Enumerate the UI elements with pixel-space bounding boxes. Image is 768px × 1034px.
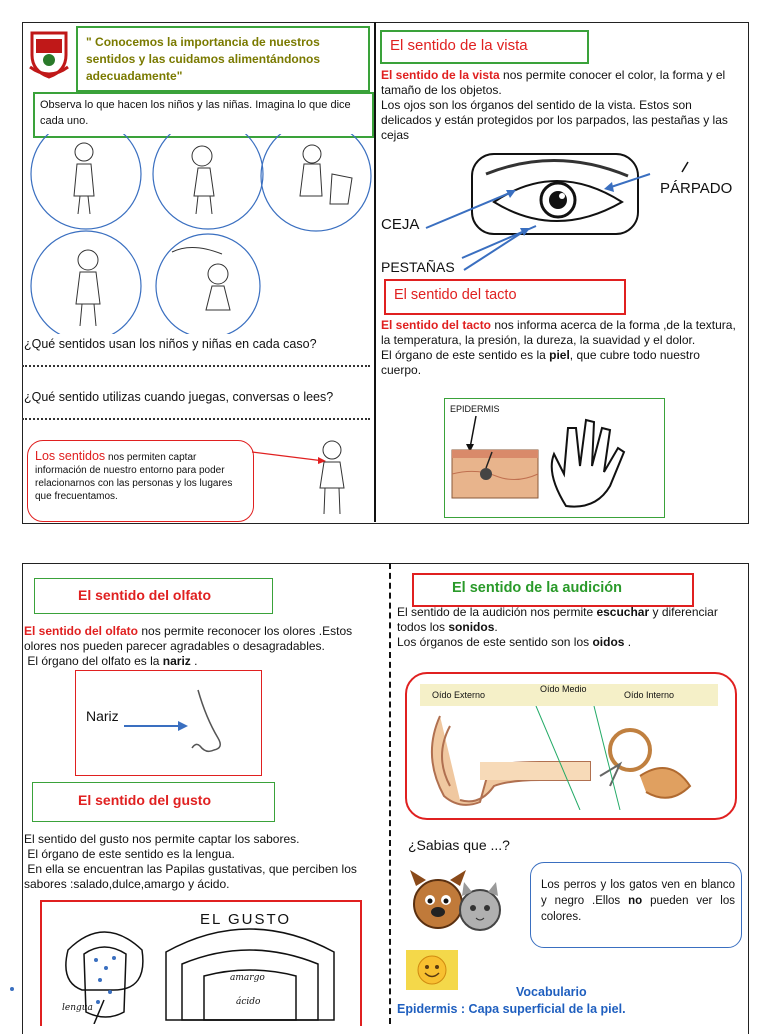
vocabulario-term: Epidermis : Capa superficial de la piel. xyxy=(397,1002,626,1016)
senses-callout-text xyxy=(35,450,247,503)
vocabulario-title: Vocabulario xyxy=(516,985,587,999)
school-emblem-icon xyxy=(26,27,72,79)
olfato-p1: nos permite reconocer los olores .Estos olores nos pueden parecer agradables o desagradables. xyxy=(24,624,353,653)
answer-line-2[interactable] xyxy=(22,418,370,420)
sabias-text-c: pueden ver los colores. xyxy=(541,895,736,923)
sabias-text-a: Los perros y los gatos ven en blanco y negro .Ellos xyxy=(541,879,735,907)
sabias-fact-text xyxy=(541,877,735,925)
audicion-title: El sentido de la audición xyxy=(452,580,622,596)
audicion-p1a: El sentido de la audición nos permite xyxy=(397,605,597,619)
gusto-title: El sentido del gusto xyxy=(78,792,212,808)
sabias-text-no: no xyxy=(628,895,643,907)
olfato-nariz: nariz xyxy=(162,654,191,668)
gusto-image-title: EL GUSTO xyxy=(200,911,292,928)
audicion-p1e: . xyxy=(494,620,498,634)
tacto-p1: nos informa acerca de la forma ,de la textura, la temperatura, la presión, la dureza, la suavidad y el dolor. xyxy=(381,318,736,347)
audicion-p1c: y diferenciar todos los xyxy=(397,605,718,634)
vista-lead: El sentido de la vista xyxy=(381,68,500,82)
tacto-p2a: El órgano de este sentido es la xyxy=(381,348,550,362)
olfato-title: El sentido del olfato xyxy=(78,587,212,603)
lesson-title: " Conocemos la importancia de nuestros sentidos y las cuidamos alimentándonos adecuadamente" xyxy=(86,35,321,83)
page-dot xyxy=(10,987,14,991)
tacto-paragraph xyxy=(381,318,743,378)
audicion-oidos: oidos xyxy=(592,635,625,649)
vista-p1: nos permite conocer el color, la forma y el tamaño de los objetos. xyxy=(381,68,726,97)
audicion-escuchar: escuchar xyxy=(596,605,650,619)
ear-anatomy-illustration xyxy=(420,706,718,810)
answer-line-1[interactable] xyxy=(22,365,370,367)
ceja-label: CEJA xyxy=(381,216,420,233)
lengua-label: lengua xyxy=(62,1003,93,1013)
vista-paragraph xyxy=(381,68,743,143)
ear-label-internal: Oído Interno xyxy=(624,690,675,700)
smiley-face-icon xyxy=(406,950,458,990)
skin-and-hand-illustration xyxy=(446,414,660,514)
nose-illustration xyxy=(120,688,230,768)
question-2: ¿Qué sentido utilizas cuando juegas, conversas o lees? xyxy=(24,390,334,404)
epidermis-label: EPIDERMIS xyxy=(450,404,500,414)
nariz-label: Nariz xyxy=(86,708,119,724)
dog-and-cat-illustration xyxy=(408,866,508,942)
senses-callout-lead: Los sentidos xyxy=(35,449,106,463)
instruction-text: Observa lo que hacen los niños y las niñas. Imagina lo que dice cada uno. xyxy=(40,99,351,127)
audicion-p2a: Los órganos de este sentido son los xyxy=(397,635,593,649)
gusto-p1: El sentido del gusto nos permite captar los sabores. xyxy=(24,832,300,846)
olfato-paragraph xyxy=(24,624,384,669)
olfato-p2a: El órgano del olfato es la xyxy=(27,654,163,668)
parpado-label: PÁRPADO xyxy=(660,180,733,197)
vista-p2: Los ojos son los órganos del sentido de la vista. Estos son delicados y están protegidos por los parpados, las pestañas y las cejas xyxy=(381,98,728,142)
ear-label-external: Oído Externo xyxy=(432,690,486,700)
gusto-paragraph xyxy=(24,832,386,892)
audicion-paragraph xyxy=(397,605,742,650)
page-2-divider xyxy=(389,563,391,1024)
boy-drinking-icon xyxy=(312,438,354,518)
sabias-title: ¿Sabias que ...? xyxy=(408,837,510,853)
tacto-p2c: , que cubre todo nuestro cuerpo. xyxy=(381,348,700,377)
gusto-p3: En ella se encuentran las Papilas gustativas, que perciben los sabores :salado,dulce,amargo y ácido. xyxy=(24,862,357,891)
amargo-label: amargo xyxy=(230,973,265,983)
tacto-title: El sentido del tacto xyxy=(394,287,517,303)
audicion-sonidos: sonidos xyxy=(448,620,495,634)
olfato-p2c: . xyxy=(190,654,198,668)
gusto-p2: El órgano de este sentido es la lengua. xyxy=(27,847,235,861)
pestanas-label: PESTAÑAS xyxy=(381,259,455,275)
ear-label-middle: Oído Medio xyxy=(540,684,587,694)
audicion-p2c: . xyxy=(624,635,632,649)
tacto-piel: piel xyxy=(549,348,570,362)
acido-label: ácido xyxy=(236,997,261,1007)
vista-title: El sentido de la vista xyxy=(390,37,528,54)
senses-callout-body: nos permiten captar información de nuestro entorno para poder relacionarnos con las personas y los lugares que frecuentamos. xyxy=(35,452,233,502)
olfato-lead: El sentido del olfato xyxy=(24,624,139,638)
question-1: ¿Qué sentidos usan los niños y niñas en cada caso? xyxy=(24,337,317,351)
tacto-lead: El sentido del tacto xyxy=(381,318,492,332)
children-illustrations xyxy=(22,134,372,334)
